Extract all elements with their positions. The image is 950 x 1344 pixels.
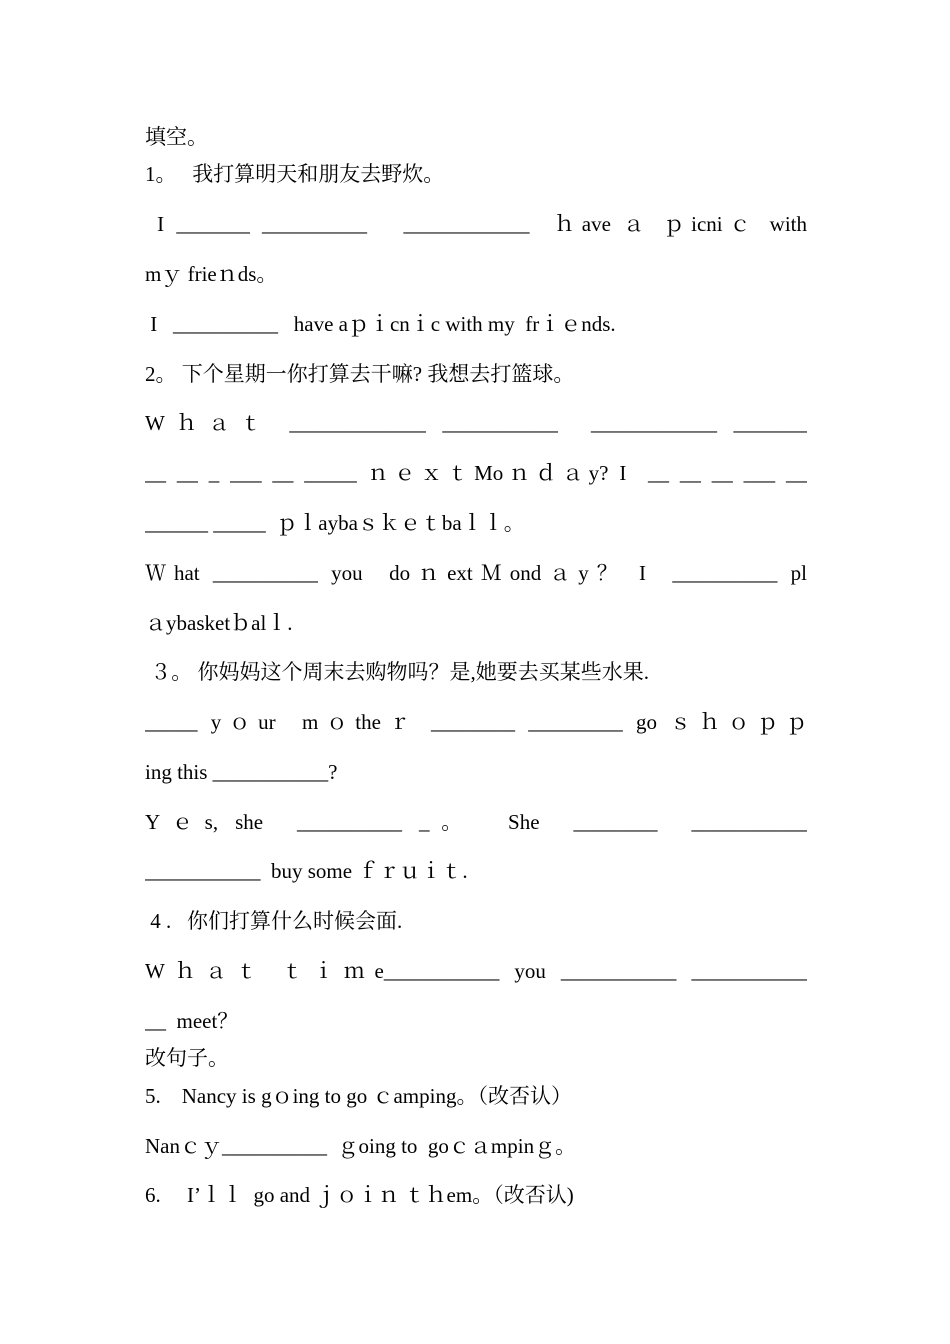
question-2-line-4: Ｗhat __________ you doｎextＭondａy？ I __________ pl bbox=[145, 561, 807, 585]
question-4-line-1: Wｈａｔ ｔｉｍe___________ you ___________ ___________ bbox=[145, 959, 807, 983]
question-4-prompt: 4 . 你们打算什么时候会面. bbox=[145, 909, 403, 933]
question-2-line-2: __ __ _ ___ __ _____ ｎｅｘｔMoｎｄａy? I __ __ __ ___ __ bbox=[145, 461, 807, 485]
question-3-prompt: ３。 你妈妈这个周末去购物吗？是,她要去买某些水果. bbox=[145, 660, 649, 684]
question-2-line-5: ａybasketｂalｌ. bbox=[145, 611, 293, 635]
question-2-prompt: 2。 下个星期一你打算去干嘛? 我想去打篮球。 bbox=[145, 362, 575, 386]
section-heading-fill-blanks: 填空。 bbox=[145, 125, 208, 149]
question-2-line-3: ______ _____ ｐｌaybaｓｋｅｔbaｌｌ。 bbox=[145, 511, 525, 535]
question-1-prompt: 1。 我打算明天和朋友去野炊。 bbox=[145, 162, 445, 186]
question-6-prompt: 6. I’ｌｌ go and ｊｏｉｎ ｔｈem。（改否认) bbox=[145, 1183, 574, 1207]
question-3-line-4: ___________ buy some ｆｒｕｉｔ. bbox=[145, 859, 468, 883]
question-1-line-1: I _______ __________ ____________ ｈave ａ ｐicniｃ with bbox=[145, 212, 807, 236]
question-1-line-2: mｙ frieｎds。 bbox=[145, 262, 278, 286]
question-3-line-3: Yｅs, she __________ _。 She ________ ___________ bbox=[145, 810, 807, 834]
question-4-line-2: __ meet？ bbox=[145, 1009, 239, 1033]
question-3-line-2: ing this ___________? bbox=[145, 760, 338, 784]
question-5-answer-line: Nanｃｙ__________ ｇoing to goｃａmpinｇ。 bbox=[145, 1134, 577, 1158]
question-3-line-1: _____ yｏur mｏtheｒ ________ _________ go ｓｈｏｐｐ bbox=[145, 710, 807, 734]
question-2-line-1: Wｈａｔ _____________ ___________ ____________ _______ bbox=[145, 411, 807, 435]
question-5-prompt: 5. Nancy is gｏing to go ｃamping。（改否认） bbox=[145, 1084, 572, 1108]
section-heading-rewrite: 改句子。 bbox=[145, 1046, 229, 1070]
question-1-line-3: I __________ have aｐｉcnｉc with my frｉｅnds. bbox=[145, 312, 616, 336]
